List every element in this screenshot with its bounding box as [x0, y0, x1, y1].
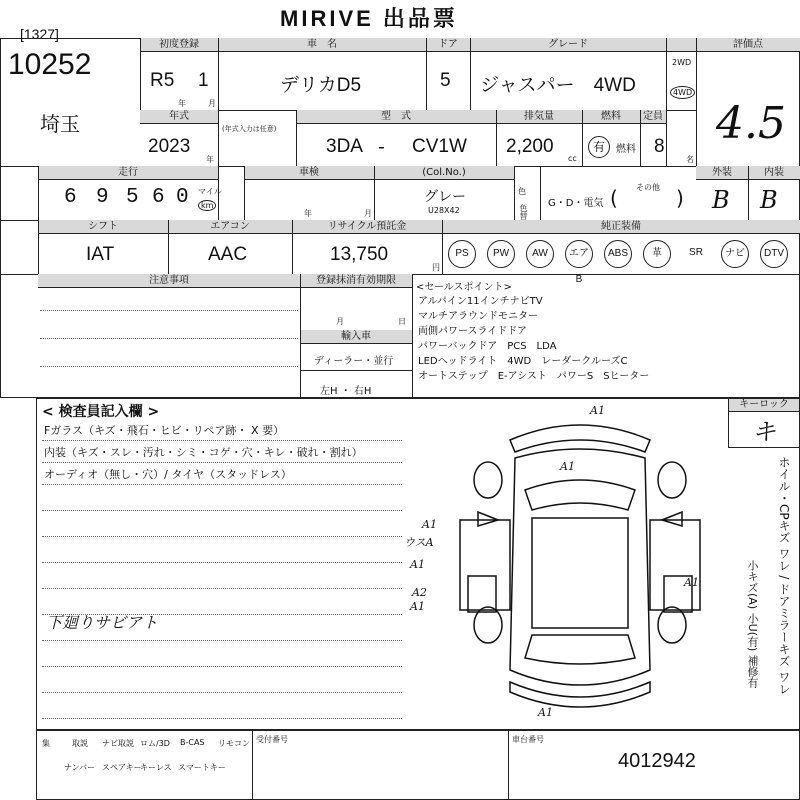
recycle-value: 13,750 — [330, 244, 389, 265]
sales-point-item: パワーバックドア PCS LDA — [418, 341, 557, 352]
hdr-drive — [666, 38, 696, 52]
drive-2wd: 2WD — [672, 58, 692, 67]
damage-mark: A1 — [410, 600, 425, 613]
hdr-model-year: 年式 — [140, 110, 218, 124]
hdr-reg-valid: 登録抹消有効期限 — [300, 274, 412, 288]
sales-point-item: マルチアラウンドモニター — [418, 311, 538, 322]
hdr-import: 輸入車 — [300, 330, 412, 344]
model-year-value: 2023 — [148, 136, 191, 157]
page-title: MIRIVE 出品票 — [280, 6, 458, 31]
hdr-shift: シフト — [38, 220, 168, 234]
bottom-label: スペアキー — [102, 763, 142, 772]
hdr-mileage: 走行 — [38, 166, 218, 180]
mileage-digit-2: 5 — [126, 186, 139, 209]
lot-prefix: [1327] — [20, 26, 59, 42]
handle-label: 左H ・ 右H — [320, 386, 372, 397]
capacity-value: 8 — [654, 136, 665, 157]
shape-suffix: CV1W — [412, 136, 467, 157]
hdr-year-first: 初度登録 — [140, 38, 218, 52]
color-label: 色 — [518, 187, 526, 196]
hdr-equipment: 純正装備 — [442, 220, 800, 234]
interior-grade: B — [760, 186, 778, 214]
displacement-value: 2,200 — [506, 136, 554, 157]
door-value: 5 — [440, 70, 451, 91]
damage-mark: A1 — [538, 706, 553, 719]
inspector-line: Fガラス（キズ・飛石・ヒビ・リペア跡・ X 要） — [44, 424, 285, 437]
hdr-key: キーロック — [728, 398, 800, 412]
bottom-label: ナンバー — [64, 763, 96, 772]
model-year-note: (年式入力は任意) — [222, 125, 277, 133]
fuel-label: 燃料 — [616, 144, 636, 155]
sales-point-item: アルパイン11インチナビTV — [418, 296, 543, 307]
region: 埼玉 — [40, 112, 80, 136]
frame-label: 車台番号 — [512, 735, 544, 744]
sales-point-item: オートステップ E-アシスト パワーS Sヒーター — [418, 371, 650, 382]
bottom-label: リモコン — [218, 739, 250, 748]
displacement-unit: cc — [568, 154, 577, 163]
color-value: グレー — [424, 189, 466, 205]
frame-number: 4012942 — [618, 750, 696, 772]
damage-mark: A1 — [422, 518, 437, 531]
reg-year-unit: 年 — [178, 99, 186, 108]
evaluation-score: 4.5 — [716, 98, 786, 149]
reg-valid-month: 月 — [336, 317, 344, 326]
hdr-door: ドア — [426, 38, 470, 52]
damage-mark: A1 — [410, 558, 425, 571]
equipment-item: SR — [689, 247, 703, 258]
hdr-capacity: 定員 — [640, 110, 666, 124]
shape-prefix: 3DA — [326, 136, 363, 157]
equipment-item: ABS — [604, 240, 632, 268]
inspector-title: < 検査員記入欄 > — [42, 404, 160, 420]
damage-mark: ウスA — [404, 536, 434, 549]
equipment-item: AW — [526, 240, 554, 268]
hdr-car-name: 車 名 — [218, 38, 426, 52]
color-repaint-label: 色替 — [519, 204, 528, 220]
hdr-color: (Col.No.) — [374, 166, 514, 180]
equipment-item: 革 — [643, 240, 671, 268]
sales-point-item: 両側パワースライドドア — [418, 326, 527, 337]
hdr-inspection: 車検 — [244, 166, 374, 180]
lot-number: 10252 — [8, 48, 92, 81]
handwritten-note: 下廻りサビアト — [46, 613, 159, 632]
damage-mark: A1 — [684, 576, 699, 589]
bottom-label: ナビ取説 — [102, 739, 134, 748]
bottom-label: 集 — [42, 739, 50, 748]
car-name-value: デリカD5 — [280, 75, 362, 96]
reg-era: R5 — [150, 70, 175, 91]
equipment-item: エアB — [565, 240, 593, 268]
hdr-grade: グレード — [470, 38, 666, 52]
inspection-year: 年 — [304, 209, 312, 218]
equipment-item: DTV — [760, 240, 788, 268]
other-label: その他 — [636, 183, 660, 192]
exterior-grade: B — [712, 186, 730, 214]
shift-value: IAT — [86, 244, 115, 265]
fuel-types: G・D・電気 — [548, 198, 604, 209]
equipment-item: PS — [448, 240, 476, 268]
inspector-line: オーディオ（無し・穴）/ タイヤ（スタッドレス） — [44, 468, 292, 481]
reg-month: 1 — [198, 70, 209, 91]
hdr-exterior: 外装 — [696, 166, 748, 180]
sales-point-item: LEDヘッドライト 4WD レーダークルーズC — [418, 356, 628, 367]
damage-mark: A2 — [412, 586, 427, 599]
capacity-unit: 名 — [686, 155, 694, 164]
mileage-unit-km: km — [198, 200, 216, 211]
aircon-value: AAC — [208, 244, 248, 265]
damage-mark: A1 — [590, 404, 605, 417]
bottom-label: キーレス — [140, 763, 172, 772]
inspector-line: 内装（キズ・スレ・汚れ・シミ・コゲ・穴・キレ・破れ・割れ） — [44, 446, 363, 459]
vertical-legend-2: 小キズ(A) 小U(有) 補修有 — [746, 560, 759, 688]
bottom-label: スマートキー — [178, 763, 226, 772]
mileage-unit-mile: マイル — [198, 187, 222, 196]
dealer-label: ディーラー・並行 — [314, 356, 394, 367]
hdr-evaluation: 評価点 — [696, 38, 800, 52]
inspection-month: 月 — [364, 209, 372, 218]
mileage-digit-4: 0 — [176, 186, 189, 209]
fuel-circle: 有 — [588, 136, 610, 158]
hdr-notes: 注意事項 — [38, 274, 300, 288]
recycle-unit: 円 — [432, 263, 440, 272]
mileage-digit-0: 6 — [64, 186, 77, 209]
equipment-item: PW — [487, 240, 515, 268]
equipment-item: ナビ — [721, 240, 749, 268]
receipt-label: 受付番号 — [256, 735, 288, 744]
grade-value: ジャスパー 4WD — [480, 75, 636, 96]
reg-valid-day: 日 — [398, 317, 406, 326]
hdr-aircon: エアコン — [168, 220, 292, 234]
vertical-legend: ホイル・CPキズ ワレ / ドアミラーキズ ワレ — [777, 456, 791, 695]
hdr-interior: 内装 — [748, 166, 800, 180]
model-year-unit: 年 — [206, 155, 214, 164]
car-diagram — [400, 400, 730, 730]
hdr-displacement: 排気量 — [496, 110, 582, 124]
hdr-recycle: リサイクル預託金 — [292, 220, 442, 234]
bottom-label: B-CAS — [180, 738, 205, 747]
mileage-digit-1: 9 — [96, 186, 109, 209]
color-no-value: U28X42 — [428, 206, 460, 215]
key-mark: キ — [752, 418, 776, 446]
damage-mark: A1 — [560, 460, 575, 473]
hdr-shape: 型 式 — [296, 110, 496, 124]
reg-month-unit: 月 — [208, 99, 216, 108]
drive-4wd-circled: 4WD — [670, 86, 695, 99]
sales-points-title: <セールスポイント> — [416, 282, 512, 293]
bottom-label: ロム/3D — [140, 739, 170, 748]
bottom-label: 取説 — [72, 739, 88, 748]
hdr-fuel: 燃料 — [582, 110, 640, 124]
mileage-digit-3: 6 — [152, 186, 165, 209]
